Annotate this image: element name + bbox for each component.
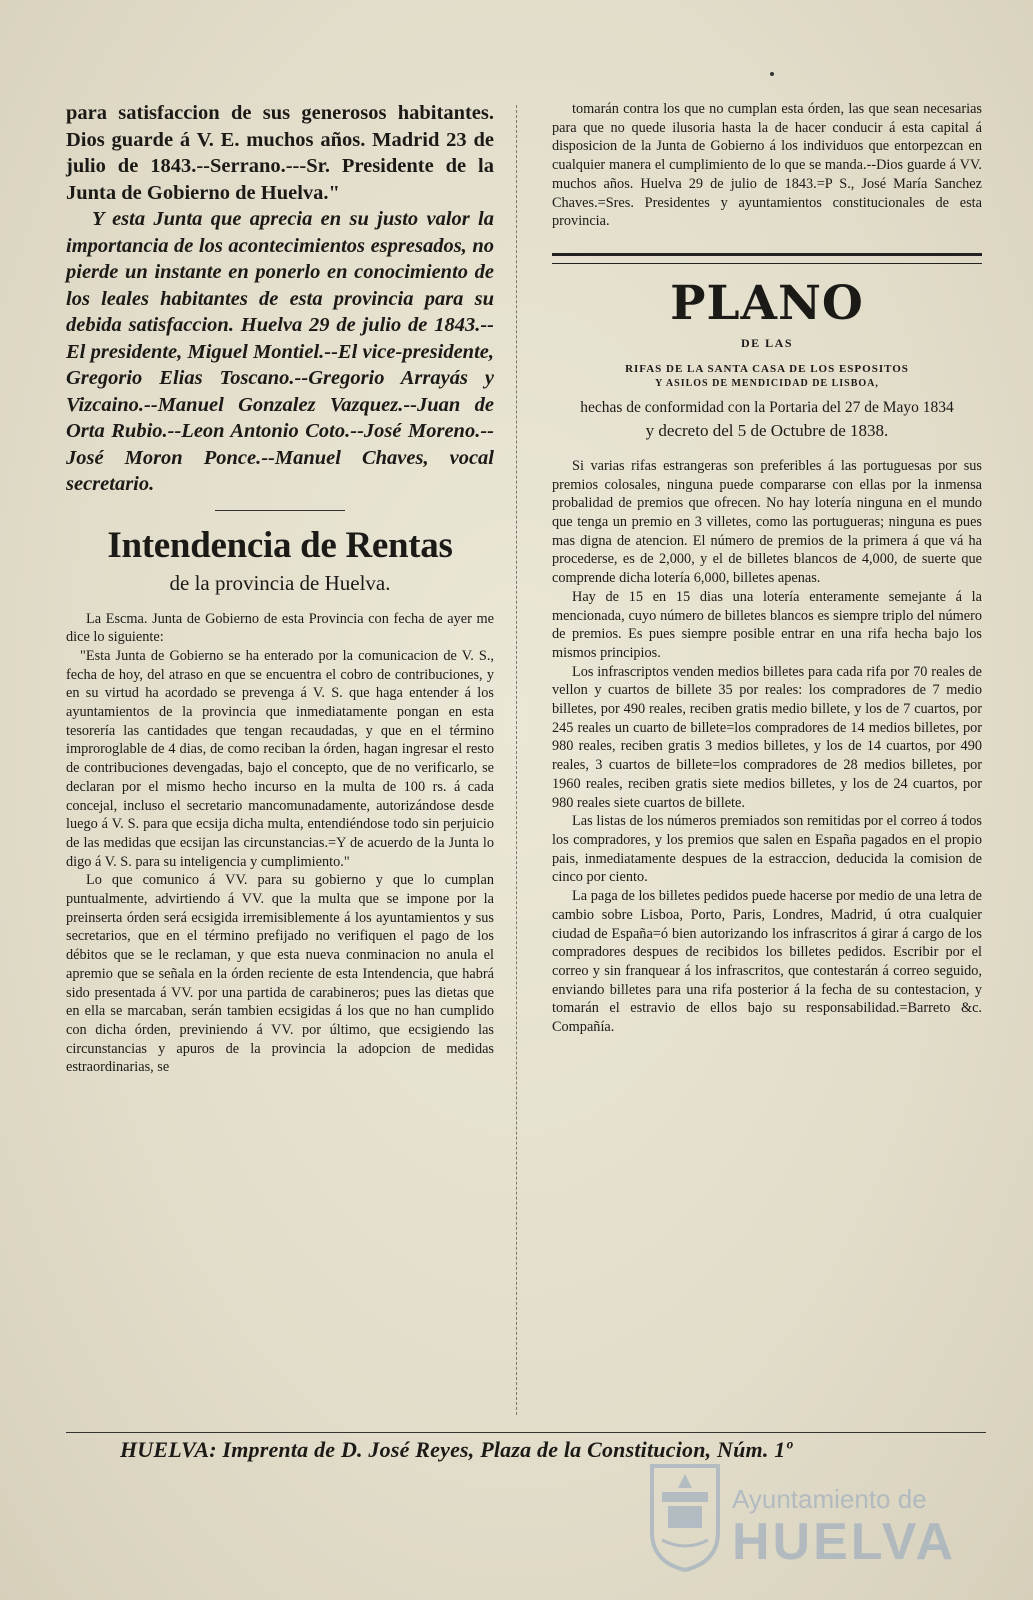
plano-rifas-line: RIFAS DE LA SANTA CASA DE LOS ESPOSITOS bbox=[625, 362, 909, 375]
rifas-paragraph-5: La paga de los billetes pedidos puede hacerse por medio de una letra de cambio sobre Lisboa, Porto, Paris, Londres, Madrid, ú otra cualquier ciudad de España=ó bien autorizando los infrascritos á girar á cargo de los compradores despues de recibidos los billetes pedidos. Escribir por el correo y sin franquear á los infrascritos, que contestarán á correo seguido, enviando billetes para una rifa posterior á la fecha de su contestacion, y tomarán el estravio de ellos bajo su responsabilidad.=Barreto &c. Compañía. bbox=[552, 888, 982, 1036]
city-shield-icon bbox=[648, 1462, 722, 1574]
plano-de-las: DE LAS bbox=[740, 335, 793, 350]
right-top-paragraph: tomarán contra los que no cumplan esta órden, las que sean necesarias para que no quede ilusoria hasta la de hacer conducir á esta capital á disposicion de la Junta de Gobierno á los individuos que entorpezcan en cualquier manera el cumplimiento de lo que se manda.--Dios guarde á VV. muchos años. Huelva 29 de julio de 1843.=P S., José María Sanchez Chaves.=Sres. Presidentes y ayuntamientos constitucionales de esta provincia. bbox=[552, 101, 982, 230]
double-rule bbox=[552, 253, 982, 264]
watermark-line2: HUELVA bbox=[732, 1513, 957, 1571]
left-top-paragraph: para satisfaccion de sus generosos habitantes. Dios guarde á V. E. muchos años. Madrid 23 de julio de 1843.--Serrano.---Sr. Presidente de la Junta de Gobierno de Huelva." bbox=[66, 102, 494, 204]
section-divider bbox=[215, 510, 345, 511]
intendencia-paragraph-2: "Esta Junta de Gobierno se ha enterado por la comunicacion de V. S., fecha de hoy, del atraso en que se encuentra el cobro de contribuciones, y en su virtud ha acordado se prevenga á V. S. que haga entender á los ayuntamientos de la provincia que inmediatamente pongan en esta tesorería las cantidades que tengan recaudadas, y que en el término improroglable de 4 dias, de como reciban la órden, hagan ingresar el resto de contribuciones devengadas, bajo el concepto, que de no verificarlo, se declaran por el mismo hecho incurso en la multa de 100 rs. á cada concejal, incluso el secretario mancomunadamente, autorizándose desde luego á V. S. para que ecsija dicha multa, entendiéndose todo sin perjuicio de las medidas que ecsijan las circunstancias.=Y de acuerdo de la Junta lo digo á V. S. para su inteligencia y cumplimiento." bbox=[66, 647, 494, 870]
right-column bbox=[552, 100, 982, 1037]
watermark-line1: Ayuntamiento de bbox=[732, 1484, 927, 1514]
intendencia-paragraph-3: Lo que comunico á VV. para su gobierno y que lo cumplan puntualmente, advirtiendo á VV. que la multa que se impone por la preinserta órden será ecsigida irremisiblemente á los ayuntamientos y sus secretarios, que en el término prefijado no verifiquen el pago de los débitos que se le reclaman, y que esta nueva conminacion no anula el apremio que se señala en la órden reciente de esta Intendencia, que habrá sido presentada á VV. por una partida de carabineros; pues las dietas que en ella se marcaban, serán tambien ecsigidas á los que no han cumplido con dicha órden, previniendo á VV. por último, que ecsigiendo las circunstancias y apuros de la provincia la adopcion de medidas estraordinarias, se bbox=[66, 872, 494, 1076]
ayuntamiento-watermark bbox=[648, 1448, 1008, 1588]
rifas-paragraph-1: Si varias rifas estrangeras son preferibles á las portuguesas por sus premios colosales, ninguna puede compararse con ellas por la inmensa probalidad de premios que ofrecen. No hay lotería ninguna en el mundo que tenga un premio en 3 villetes, como las portugueras; ninguna es pues mas digna de atencion. El número de premios de la primera á que vá ha procederse, es de 2,000, y el de billetes blancos de 4,000, de suerte que comprende dicha lotería 6,000, billetes apenas. bbox=[552, 457, 982, 587]
left-column bbox=[66, 100, 494, 1077]
plano-hechas-line: hechas de conformidad con la Portaria del 27 de Mayo 1834 bbox=[580, 398, 954, 416]
column-divider bbox=[516, 105, 518, 1415]
section-title: Intendencia de Rentas bbox=[107, 524, 453, 566]
plano-decreto-line: y decreto del 5 de Octubre de 1838. bbox=[645, 420, 889, 440]
intendencia-paragraph-1: La Escma. Junta de Gobierno de esta Provincia con fecha de ayer me dice lo siguiente: bbox=[66, 610, 494, 646]
junta-announcement: Y esta Junta que aprecia en su justo valor la importancia de los acontecimientos espresados, no pierde un instante en ponerlo en conocimiento de los leales habitantes de esta provincia para su debida satisfaccion. Huelva 29 de julio de 1843.--El presidente, Miguel Montiel.--El vice-presidente, Gregorio Elias Toscano.--Gregorio Arrayás y Vizcaino.--Manuel Gonzalez Vazquez.--Juan de Orta Rubio.--Leon Antonio Coto.--José Moreno.--José Moron Ponce.--Manuel Chaves, vocal secretario. bbox=[66, 208, 494, 495]
imprint-text: HUELVA: Imprenta de D. José Reyes, Plaza de la Constitucion, Núm. 1º bbox=[120, 1437, 793, 1462]
ink-dot bbox=[770, 72, 774, 76]
section-subtitle: de la provincia de Huelva. bbox=[169, 570, 391, 595]
plano-asilos-line: Y ASILOS DE MENDICIDAD DE LISBOA, bbox=[655, 377, 879, 389]
rifas-paragraph-2: Hay de 15 en 15 dias una lotería enteramente semejante á la mencionada, cuyo número de billetes blancos es siempre triplo del número de premios. Es pues siempre posible entrar en una rifa hecha bajo los mismos principios. bbox=[552, 588, 982, 661]
rifas-paragraph-3: Los infrascriptos venden medios billetes para cada rifa por 70 reales de vellon y cuartos de billete 35 por reales: los compradores de 7 medio billetes, por 490 reales, reciben gratis medio billete, y los de 7 cuartos, por 245 reales un cuarto de billete=los compradores de 14 medios billetes, por 980 reales, reciben gratis 3 medios billetes, y los de 14 cuartos, por 490 reales, 3 cuartos de billete=los compradores de 28 medios billetes, por 1960 reales, reciben gratis siete medios billetes, y los de 24 cuartos, por 980 reales siete cuartos de billete. bbox=[552, 663, 982, 811]
plano-title: PLANO bbox=[670, 275, 864, 331]
rifas-paragraph-4: Las listas de los números premiados son remitidas por el correo á todos los compradores, y los premios que salen en España pagados en el propio pais, inmediatamente despues de la estraccion, deducida la comision de cinco por ciento. bbox=[552, 813, 982, 886]
